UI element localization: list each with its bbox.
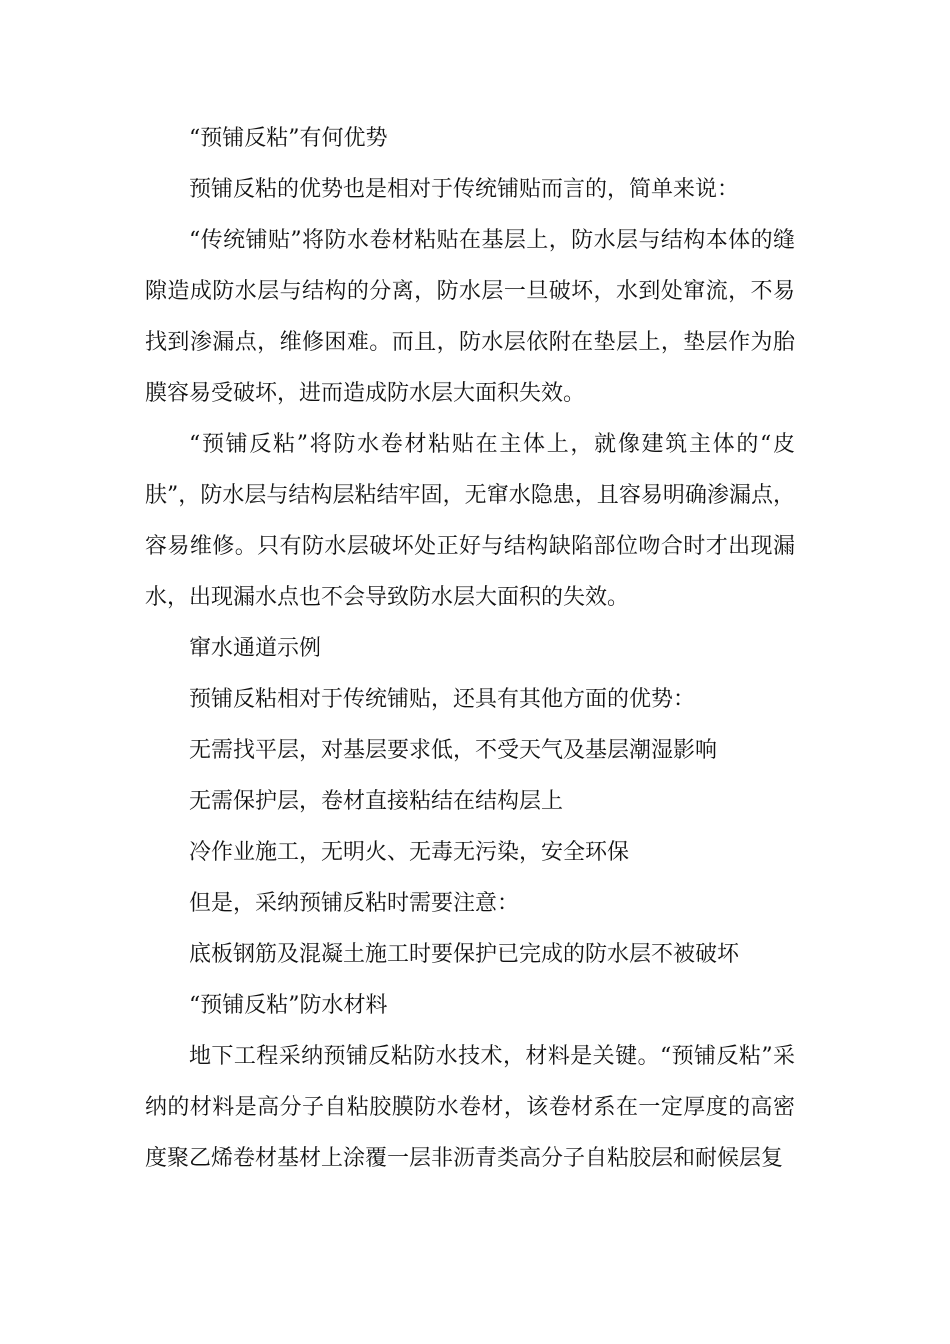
- heading-materials: “预铺反粘”防水材料: [189, 993, 388, 1018]
- list-item-cold-work: 冷作业施工，无明火、无毒无污染，安全环保: [189, 840, 630, 865]
- paragraph-pre-laid: “预铺反粘”将防水卷材粘贴在主体上，就像建筑主体的“皮肤”，防水层与结构层粘结牢固，无窜水隐患，且容易明确渗漏点，容易维修。只有防水层破坏处正好与结构缺陷部位吻合时才出现漏水，出现漏水点也不会导致防水层大面积的失效。: [145, 432, 795, 610]
- list-item-no-leveling: 无需找平层，对基层要求低，不受天气及基层潮湿影响: [189, 738, 718, 763]
- document-body: [145, 113, 795, 1184]
- heading-advantages: “预铺反粘”有何优势: [189, 126, 388, 151]
- list-item-no-protection: 无需保护层，卷材直接粘结在结构层上: [189, 789, 564, 814]
- paragraph-materials: 地下工程采纳预铺反粘防水技术，材料是关键。“预铺反粘”采纳的材料是高分子自粘胶膜防水卷材，该卷材系在一定厚度的高密度聚乙烯卷材基材上涂覆一层非沥青类高分子自粘胶层和耐候层复: [145, 1044, 795, 1171]
- paragraph-intro: 预铺反粘的优势也是相对于传统铺贴而言的，简单来说：: [189, 177, 740, 202]
- list-item-protect-layer: 底板钢筋及混凝土施工时要保护已完成的防水层不被破坏: [189, 942, 740, 967]
- caption-water-channel: 窜水通道示例: [189, 636, 322, 661]
- paragraph-other-advantages: 预铺反粘相对于传统铺贴，还具有其他方面的优势：: [189, 687, 696, 712]
- paragraph-caution: 但是，采纳预铺反粘时需要注意：: [189, 891, 520, 916]
- paragraph-traditional: “传统铺贴”将防水卷材粘贴在基层上，防水层与结构本体的缝隙造成防水层与结构的分离，防水层一旦破坏，水到处窜流，不易找到渗漏点，维修困难。而且，防水层依附在垫层上，垫层作为胎膜容易受破坏，进而造成防水层大面积失效。: [145, 228, 795, 406]
